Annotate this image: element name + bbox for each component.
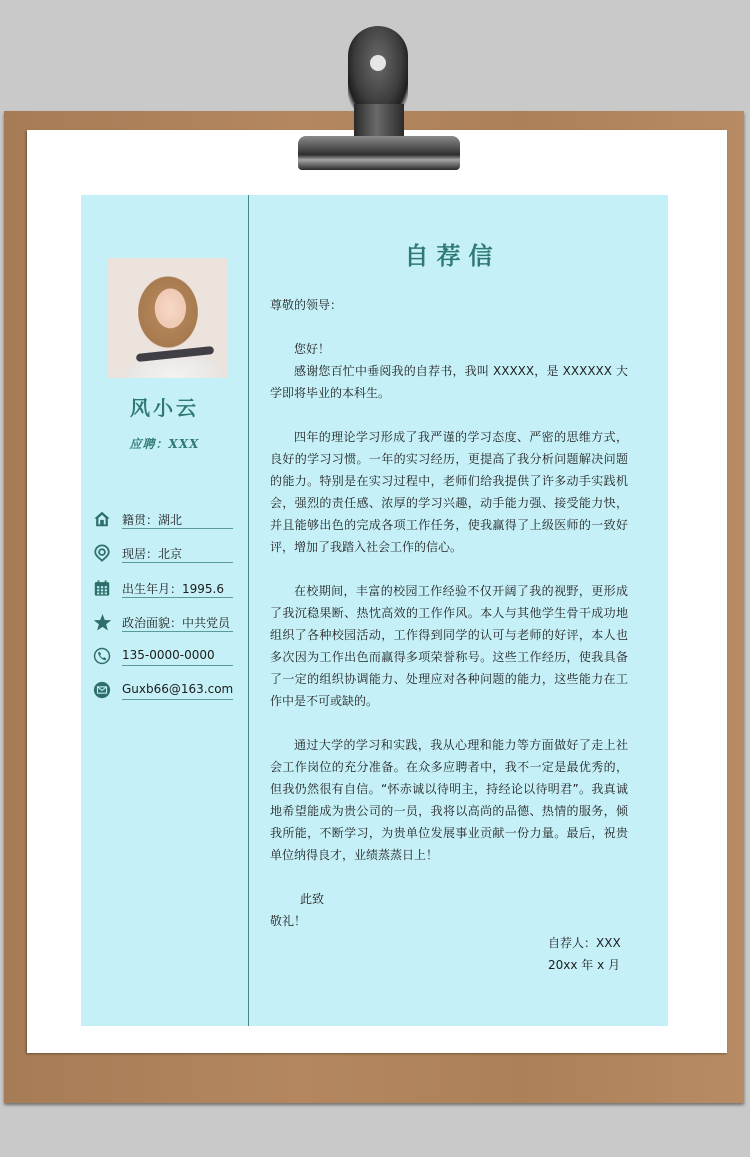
info-label: 籍贯：湖北: [122, 511, 233, 529]
info-label: 政治面貌：中共党员: [122, 614, 233, 632]
signature: 自荐人：XXX: [548, 936, 621, 950]
paragraph-closing: 通过大学的学习和实践，我从心理和能力等方面做好了走上社会工作岗位的充分准备。在众多应聘者中，我不一定是最优秀的，但我仍然很有自信。“怀赤诚以待明主，持经论以待明君”。我真诚地希望能成为贵公司的一员，我将以高尚的品德、热情的服务，倾我所能，不断学习，为贵单位发展事业贡献一份力量。最后，祝贵单位纳得良才，业绩蒸蒸日上！: [270, 738, 628, 862]
column-divider: [248, 195, 249, 1026]
greeting: 您好！: [294, 342, 331, 356]
star-icon: [92, 612, 112, 632]
letter-title: 自荐信: [404, 241, 501, 270]
info-political: [92, 612, 234, 634]
phone-icon: [92, 646, 112, 666]
info-hometown: [92, 509, 234, 531]
closing-salute: 敬礼！: [270, 914, 307, 928]
candidate-name: 风小云: [130, 396, 199, 420]
info-residence: [92, 543, 234, 565]
clip-ring: [348, 26, 408, 116]
letter-body: [270, 294, 628, 976]
clip-hole: [370, 55, 386, 71]
calendar-icon: [92, 578, 112, 598]
info-email: [92, 680, 234, 702]
paragraph-intro: 感谢您百忙中垂阅我的自荐书，我叫 XXXXX，是 XXXXXX 大学即将毕业的本科生。: [270, 364, 628, 400]
clip-base: [298, 136, 460, 170]
paragraph-campus: 在校期间，丰富的校园工作经验不仅开阔了我的视野，更形成了我沉稳果断、热忱高效的工作作风。本人与其他学生骨干成功地组织了各种校园活动，工作得到同学的认可与老师的好评，本人也多次因为工作出色而赢得多项荣誉称号。这些工作经历，使我具备了一定的组织协调能力、处理应对各种问题的能力，这些能力在工作中是不可或缺的。: [270, 584, 628, 708]
letter-date: 20xx 年 x 月: [548, 958, 621, 972]
closing-regards: 此致: [300, 892, 325, 906]
avatar-photo: [108, 258, 228, 378]
info-birth: [92, 578, 234, 600]
location-pin-icon: [92, 543, 112, 563]
info-label: 135-0000-0000: [122, 648, 233, 666]
email-icon: [92, 680, 112, 700]
paragraph-study: 四年的理论学习形成了我严谨的学习态度、严密的思维方式，良好的学习习惯。一年的实习经历，更提高了我分析问题解决问题的能力。特别是在实习过程中，老师们给我提供了许多动手实践机会，强烈的责任感、浓厚的学习兴趣，动手能力强、接受能力快，并且能够出色的完成各项工作任务，使我赢得了上级医师的一致好评，增加了我踏入社会工作的信心。: [270, 430, 628, 554]
home-icon: [92, 509, 112, 529]
info-label: Guxb66@163.com: [122, 682, 233, 700]
apply-position: 应聘：XXX: [129, 437, 200, 451]
binder-clip-icon: [298, 24, 460, 170]
salutation: 尊敬的领导：: [270, 298, 343, 312]
info-label: 现居：北京: [122, 545, 233, 563]
photo-collar-detail: [136, 346, 214, 362]
info-label: 出生年月：1995.6: [122, 580, 233, 598]
info-phone: [92, 646, 234, 668]
